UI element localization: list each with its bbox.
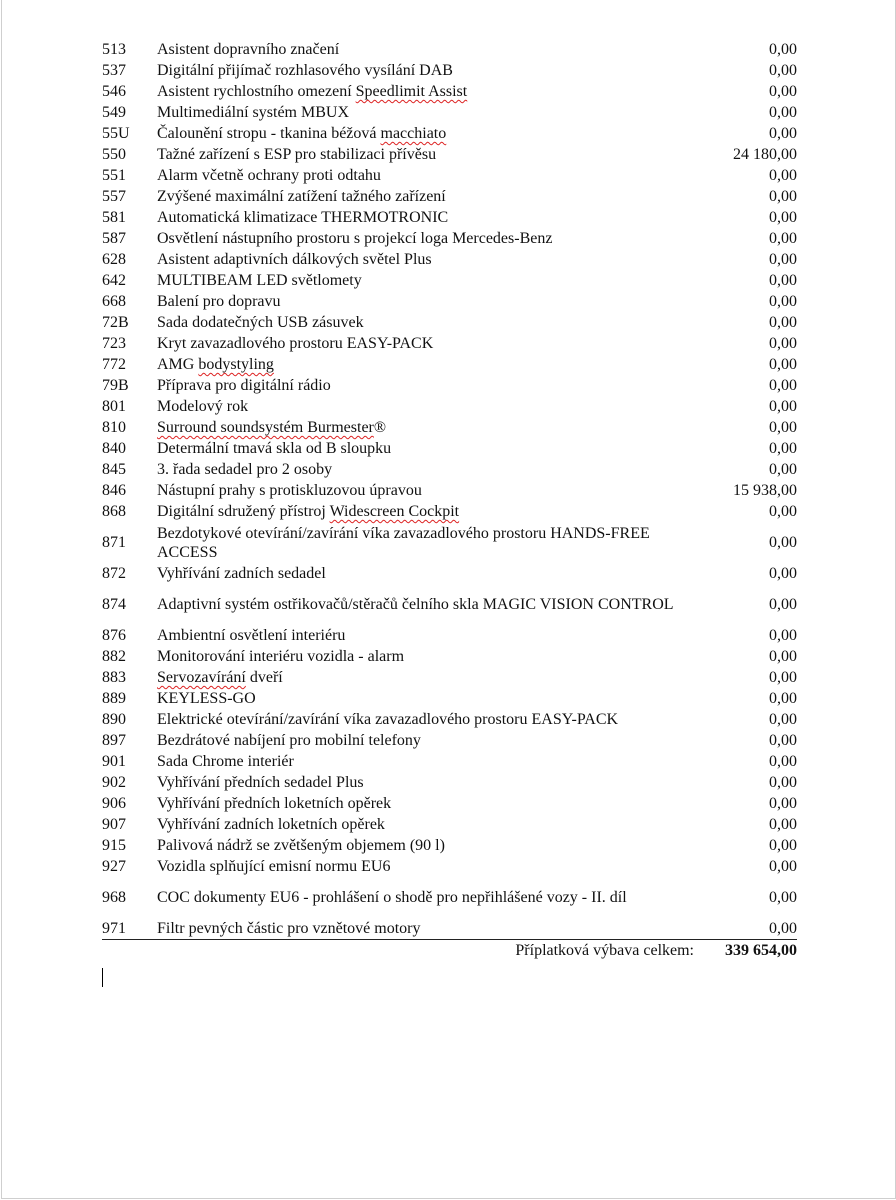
item-description: COC dokumenty EU6 - prohlášení o shodě pro nepřihlášené vozy - II. díl (157, 889, 627, 906)
table-row (102, 123, 797, 144)
item-code: 549 (102, 104, 126, 121)
table-row (102, 60, 797, 81)
item-description: Determální tmavá skla od B sloupku (157, 440, 392, 457)
item-code: 642 (102, 272, 126, 289)
item-code: 546 (102, 83, 126, 100)
item-description: Bezdotykové otevírání/zavírání víka zavazadlového prostoru HANDS-FREE ACCESS (157, 524, 650, 561)
item-code: 874 (102, 596, 126, 613)
table-row (102, 625, 797, 646)
item-price: 24 180,00 (733, 146, 797, 163)
item-code: 723 (102, 335, 126, 352)
item-code: 772 (102, 356, 126, 373)
table-row (102, 501, 797, 522)
table-row (102, 877, 797, 918)
item-code: 897 (102, 732, 126, 749)
table-row (102, 417, 797, 438)
item-description: Sada dodatečných USB zásuvek (157, 314, 364, 331)
item-description: Palivová nádrž se zvětšeným objemem (90 l) (157, 837, 445, 854)
item-description: Vyhřívání zadních sedadel (157, 565, 326, 582)
item-price: 0,00 (769, 711, 797, 728)
item-description: Alarm včetně ochrany proti odtahu (157, 167, 381, 184)
item-description: Monitorování interiéru vozidla - alarm (157, 648, 405, 665)
table-row (102, 438, 797, 459)
item-description: Asistent adaptivních dálkových světel Plus (157, 251, 432, 268)
item-description: Modelový rok (157, 398, 249, 415)
item-code: 883 (102, 669, 126, 686)
item-description: Asistent rychlostního omezení Speedlimit Assist (157, 83, 468, 100)
item-description: Vozidla splňující emisní normu EU6 (157, 858, 391, 875)
item-price: 0,00 (769, 795, 797, 812)
table-row (102, 228, 797, 249)
table-row (102, 688, 797, 709)
item-code: 846 (102, 482, 126, 499)
item-description: Elektrické otevírání/zavírání víka zavazadlového prostoru EASY-PACK (157, 711, 619, 728)
item-price: 0,00 (769, 565, 797, 582)
item-price: 0,00 (769, 837, 797, 854)
item-price: 0,00 (769, 335, 797, 352)
item-price: 0,00 (769, 377, 797, 394)
item-code: 907 (102, 816, 126, 833)
item-price: 0,00 (769, 648, 797, 665)
item-description: Čalounění stropu - tkanina béžová macchiato (157, 125, 447, 142)
item-code: 55U (102, 125, 130, 142)
item-description: Tažné zařízení s ESP pro stabilizaci přívěsu (157, 146, 437, 163)
item-code: 72B (102, 314, 129, 331)
table-row (102, 207, 797, 228)
item-price: 0,00 (769, 419, 797, 436)
item-description: Automatická klimatizace THERMOTRONIC (157, 209, 449, 226)
item-code: 557 (102, 188, 126, 205)
table-row (102, 709, 797, 730)
item-code: 587 (102, 230, 126, 247)
table-row (102, 835, 797, 856)
item-description: Surround soundsystém Burmester® (157, 419, 387, 436)
item-description: Bezdrátové nabíjení pro mobilní telefony (157, 732, 421, 749)
item-price: 0,00 (769, 209, 797, 226)
table-row (102, 249, 797, 270)
item-code: 901 (102, 753, 126, 770)
table-row (102, 856, 797, 877)
table-row (102, 144, 797, 165)
table-row (102, 165, 797, 186)
table-row (102, 375, 797, 396)
item-price: 0,00 (769, 503, 797, 520)
item-description: Kryt zavazadlového prostoru EASY-PACK (157, 335, 434, 352)
table-row (102, 81, 797, 102)
total-label: Příplatková výbava celkem: (515, 942, 694, 959)
item-code: 513 (102, 41, 126, 58)
item-description: Zvýšené maximální zatížení tažného zařízení (157, 188, 446, 205)
item-code: 889 (102, 690, 126, 707)
table-row (102, 918, 797, 939)
table-row (102, 270, 797, 291)
table-row (102, 793, 797, 814)
item-description: Nástupní prahy s protiskluzovou úpravou (157, 482, 422, 499)
item-code: 845 (102, 461, 126, 478)
item-price: 0,00 (769, 816, 797, 833)
item-description: Adaptivní systém ostřikovačů/stěračů čelního skla MAGIC VISION CONTROL (157, 596, 674, 613)
table-row (102, 667, 797, 688)
item-price: 0,00 (769, 753, 797, 770)
item-description: Balení pro dopravu (157, 293, 281, 310)
item-price: 0,00 (769, 83, 797, 100)
item-price: 0,00 (769, 230, 797, 247)
total-value: 339 654,00 (725, 942, 797, 959)
item-price: 0,00 (769, 534, 797, 551)
table-row (102, 730, 797, 751)
item-price: 0,00 (769, 272, 797, 289)
item-code: 906 (102, 795, 126, 812)
item-description: KEYLESS-GO (157, 690, 256, 707)
item-price: 0,00 (769, 251, 797, 268)
table-row (102, 102, 797, 123)
document-page (1, 0, 896, 1199)
item-price: 0,00 (769, 398, 797, 415)
item-code: 902 (102, 774, 126, 791)
item-description: Vyhřívání předních loketních opěrek (157, 795, 392, 812)
item-price: 15 938,00 (733, 482, 797, 499)
item-description: AMG bodystyling (157, 356, 274, 373)
item-code: 628 (102, 251, 126, 268)
item-price: 0,00 (769, 920, 797, 937)
table-row (102, 186, 797, 207)
item-price: 0,00 (769, 125, 797, 142)
item-description: Sada Chrome interiér (157, 753, 294, 770)
item-price: 0,00 (769, 690, 797, 707)
item-price: 0,00 (769, 669, 797, 686)
table-row (102, 522, 797, 563)
equipment-table (102, 39, 797, 940)
item-description: Vyhřívání zadních loketních opěrek (157, 816, 385, 833)
item-price: 0,00 (769, 440, 797, 457)
item-price: 0,00 (769, 732, 797, 749)
item-code: 840 (102, 440, 126, 457)
item-code: 537 (102, 62, 126, 79)
item-description: Příprava pro digitální rádio (157, 377, 331, 394)
item-price: 0,00 (769, 596, 797, 613)
item-description: MULTIBEAM LED světlomety (157, 272, 362, 289)
table-row (102, 584, 797, 625)
item-price: 0,00 (769, 461, 797, 478)
item-code: 876 (102, 627, 126, 644)
item-description: 3. řada sedadel pro 2 osoby (157, 461, 333, 478)
item-description: Digitální sdružený přístroj Widescreen Cockpit (157, 503, 460, 520)
item-price: 0,00 (769, 356, 797, 373)
table-row (102, 396, 797, 417)
table-row (102, 39, 797, 60)
table-row (102, 814, 797, 835)
item-price: 0,00 (769, 167, 797, 184)
item-code: 801 (102, 398, 126, 415)
item-code: 871 (102, 534, 126, 551)
item-code: 890 (102, 711, 126, 728)
table-row (102, 333, 797, 354)
item-price: 0,00 (769, 188, 797, 205)
item-code: 971 (102, 920, 126, 937)
item-price: 0,00 (769, 889, 797, 906)
item-description: Ambientní osvětlení interiéru (157, 627, 346, 644)
item-code: 872 (102, 565, 126, 582)
item-code: 882 (102, 648, 126, 665)
item-description: Asistent dopravního značení (157, 41, 340, 58)
table-row (102, 354, 797, 375)
item-price: 0,00 (769, 858, 797, 875)
item-code: 868 (102, 503, 126, 520)
item-code: 550 (102, 146, 126, 163)
item-description: Osvětlení nástupního prostoru s projekcí loga Mercedes-Benz (157, 230, 553, 247)
item-price: 0,00 (769, 104, 797, 121)
item-description: Digitální přijímač rozhlasového vysílání DAB (157, 62, 453, 79)
item-description: Filtr pevných částic pro vznětové motory (157, 920, 421, 937)
item-price: 0,00 (769, 314, 797, 331)
item-price: 0,00 (769, 293, 797, 310)
table-row (102, 772, 797, 793)
item-description: Multimediální systém MBUX (157, 104, 349, 121)
text-cursor (102, 968, 103, 987)
item-code: 968 (102, 889, 126, 906)
total-row (102, 941, 797, 961)
table-row (102, 646, 797, 667)
item-price: 0,00 (769, 62, 797, 79)
item-code: 551 (102, 167, 126, 184)
item-price: 0,00 (769, 41, 797, 58)
table-row (102, 291, 797, 312)
item-code: 581 (102, 209, 126, 226)
table-row (102, 480, 797, 501)
item-code: 810 (102, 419, 126, 436)
table-row (102, 751, 797, 772)
table-row (102, 459, 797, 480)
item-code: 927 (102, 858, 126, 875)
item-code: 915 (102, 837, 126, 854)
table-row (102, 563, 797, 584)
item-description: Servozavírání dveří (157, 669, 283, 686)
table-row (102, 312, 797, 333)
item-price: 0,00 (769, 774, 797, 791)
item-code: 79B (102, 377, 129, 394)
item-description: Vyhřívání předních sedadel Plus (157, 774, 364, 791)
item-price: 0,00 (769, 627, 797, 644)
item-code: 668 (102, 293, 126, 310)
